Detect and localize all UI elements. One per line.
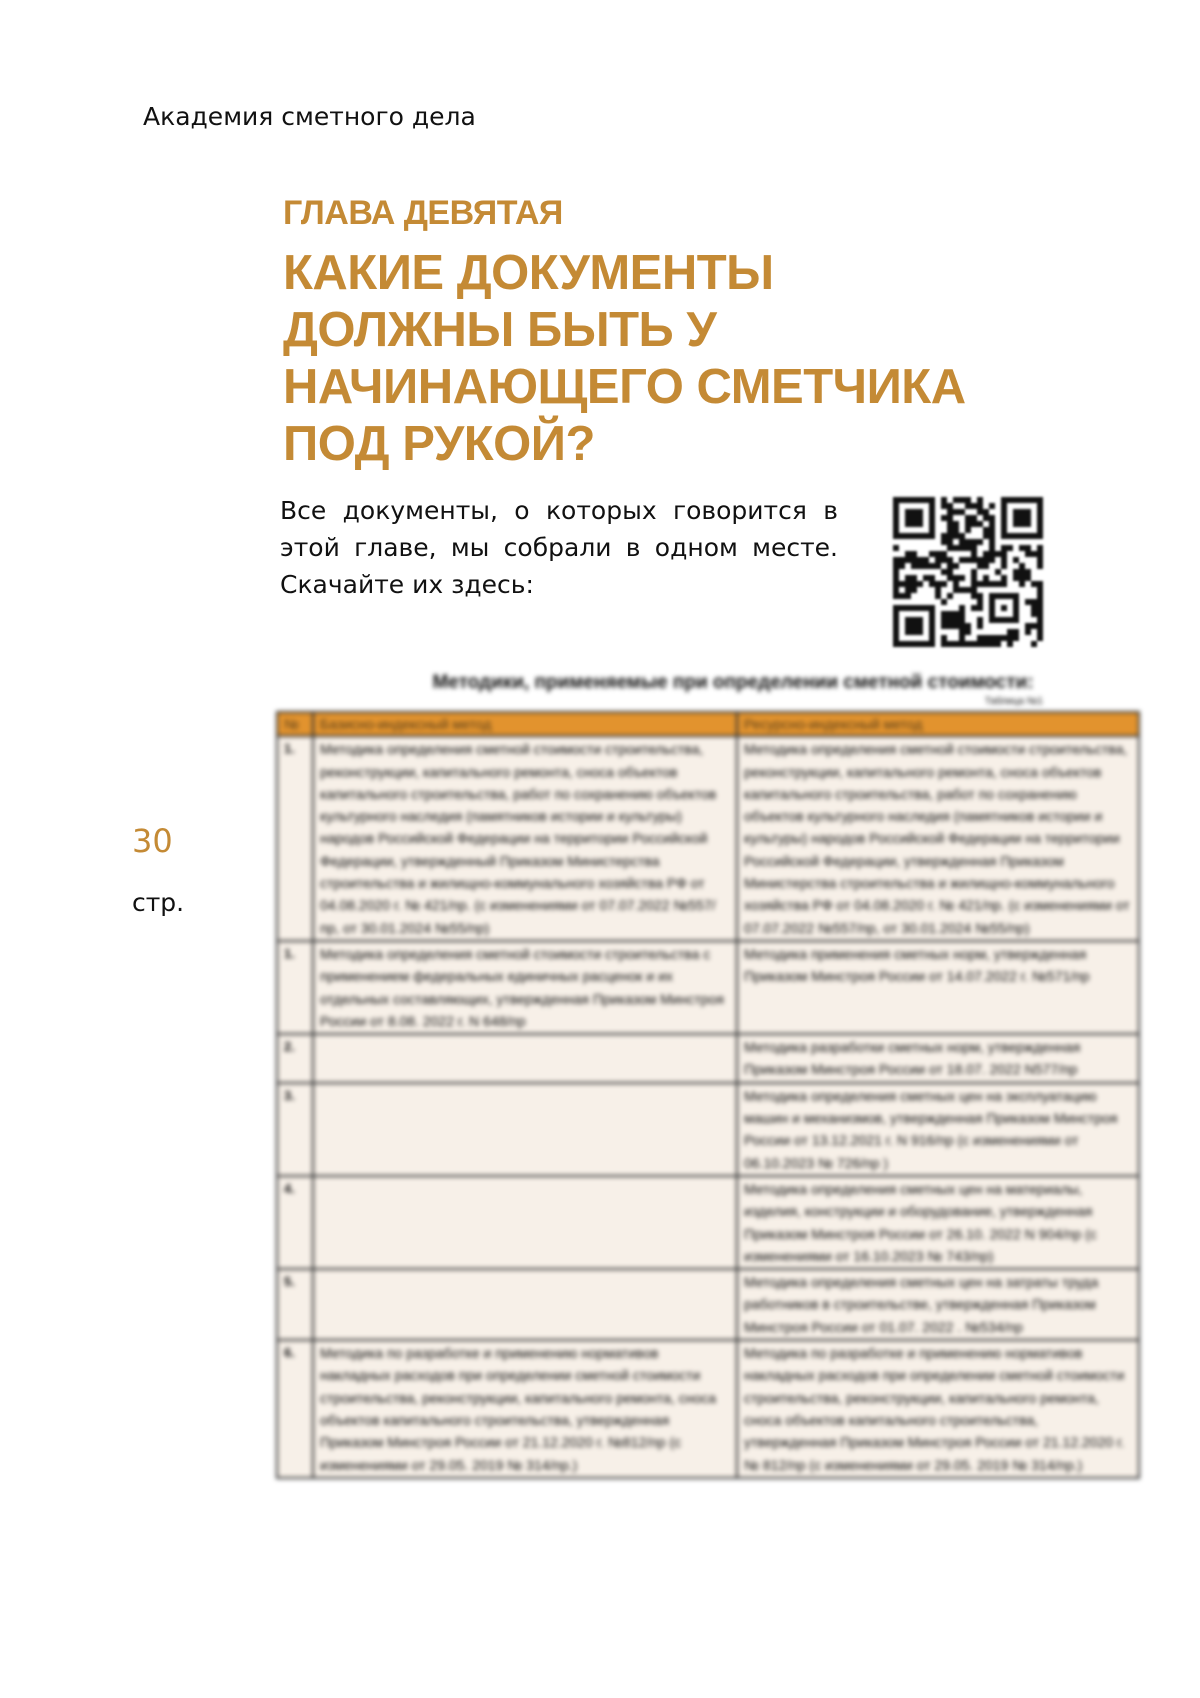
cell-resource-index: Методика определения сметных цен на затраты труда работников в строительстве, утвержденная Приказом Минстроя России от 01.07. 2022 . №534/пр (737, 1269, 1139, 1340)
table-title: Методики, применяемые при определении сметной стоимости: (432, 672, 1034, 693)
row-number: 1. (277, 736, 313, 941)
chapter-title-line: КАКИЕ ДОКУМЕНТЫ (283, 246, 774, 300)
cell-resource-index: Методика применения сметных норм, утвержденная Приказом Минстроя России от 14.07.2022 г. №571/пр (737, 941, 1139, 1034)
row-number: 5. (277, 1269, 313, 1340)
table-row (277, 1340, 1139, 1478)
methods-table (276, 711, 1140, 1479)
cell-base-index: Методика определения сметной стоимости строительства, реконструкции, капитального ремонта, сноса объектов капитального строительства, работ по сохранению объектов культурного наследия (памятников истории и культуры) народов Российской Федерации на территории Российской Федерации, утвержденный Приказом Министерства строительства и жилищно-коммунального хозяйства РФ от 04.08.2020 г. № 421/пр. (с изменениями от 07.07.2022 №557/пр, от 30.01.2024 №55/пр) (313, 736, 737, 941)
brand-title: Академия сметного дела (143, 102, 476, 131)
row-number: 1. (277, 941, 313, 1034)
intro-text: Все документы, о которых говорится в этой главе, мы собрали в одном месте. Скачайте их здесь: (280, 496, 838, 599)
chapter-title (283, 245, 1143, 473)
chapter-title-line: НАЧИНАЮЩЕГО СМЕТЧИКА (283, 360, 966, 414)
page-label: стр. (132, 888, 185, 917)
row-number: 6. (277, 1340, 313, 1478)
chapter-heading (283, 193, 1143, 473)
chapter-title-line: ДОЛЖНЫ БЫТЬ У (283, 303, 717, 357)
cell-resource-index: Методика определения сметных цен на эксплуатацию машин и механизмов, утвержденная Приказом Минстроя России от 13.12.2021 г. N 916/пр (с изменениями от 06.10.2023 № 726/пр ) (737, 1083, 1139, 1176)
cell-base-index (313, 1083, 737, 1176)
cell-base-index (313, 1034, 737, 1083)
header-base-index-method: Базисно-индексный метод (313, 712, 737, 736)
table-caption: Таблица №1 (984, 696, 1043, 707)
cell-base-index (313, 1269, 737, 1340)
cell-base-index: Методика определения сметной стоимости строительства с применением федеральных единичных расценок и их отдельных составляющих, утвержденная Приказом Минстроя России от 8.08. 2022 г. N 648/пр (313, 941, 737, 1034)
table-row (277, 1083, 1139, 1176)
cell-resource-index: Методика определения сметных цен на материалы, изделия, конструкции и оборудование, утвержденная Приказом Минстроя России от 26.10. 2022 N 904/пр (с изменениями от 16.10.2023 № 743/пр) (737, 1176, 1139, 1269)
table-row (277, 1034, 1139, 1083)
chapter-title-line: ПОД РУКОЙ? (283, 417, 595, 471)
header-resource-index-method: Ресурсно-индексный метод (737, 712, 1139, 736)
table-row (277, 941, 1139, 1034)
table-row (277, 1176, 1139, 1269)
cell-resource-index: Методика разработки сметных норм, утвержденная Приказом Минстроя России от 18.07. 2022 N577/пр (737, 1034, 1139, 1083)
table-row (277, 1269, 1139, 1340)
qr-code-icon[interactable] (893, 497, 1043, 647)
cell-resource-index: Методика по разработке и применению нормативов накладных расходов при определении сметной стоимости строительства, реконструкции, капитального ремонта, сноса объектов капитального строительства, утвержденная Приказом Минстроя России от 21.12.2020 г. № 812/пр (с изменениями от 29.05. 2019 № 314/пр.) (737, 1340, 1139, 1478)
row-number: 2. (277, 1034, 313, 1083)
table-row (277, 736, 1139, 941)
methods-table-image (276, 672, 1140, 1479)
cell-base-index (313, 1176, 737, 1269)
cell-base-index: Методика по разработке и применению нормативов накладных расходов при определении сметной стоимости строительства, реконструкции, капитального ремонта, сноса объектов капитального строительства, утвержденная Приказом Минстроя России от 21.12.2020 г. №812/пр (с изменениями от 29.05. 2019 № 314/пр.) (313, 1340, 737, 1478)
row-number: 3. (277, 1083, 313, 1176)
chapter-label: ГЛАВА ДЕВЯТАЯ (283, 194, 563, 232)
page-number: 30 (132, 822, 173, 860)
header-number: № (277, 712, 313, 736)
cell-resource-index: Методика определения сметной стоимости строительства, реконструкции, капитального ремонта, сноса объектов капитального строительства, работ по сохранению объектов культурного наследия (памятников истории и культуры) народов Российской Федерации на территории Российской Федерации, утвержденная Приказом Министерства строительства и жилищно-коммунального хозяйства РФ от 04.08.2020 г. № 421/пр. (с изменениями от 07.07.2022 №557/пр, от 30.01.2024 №55/пр) (737, 736, 1139, 941)
table-header-row (277, 712, 1139, 736)
row-number: 4. (277, 1176, 313, 1269)
